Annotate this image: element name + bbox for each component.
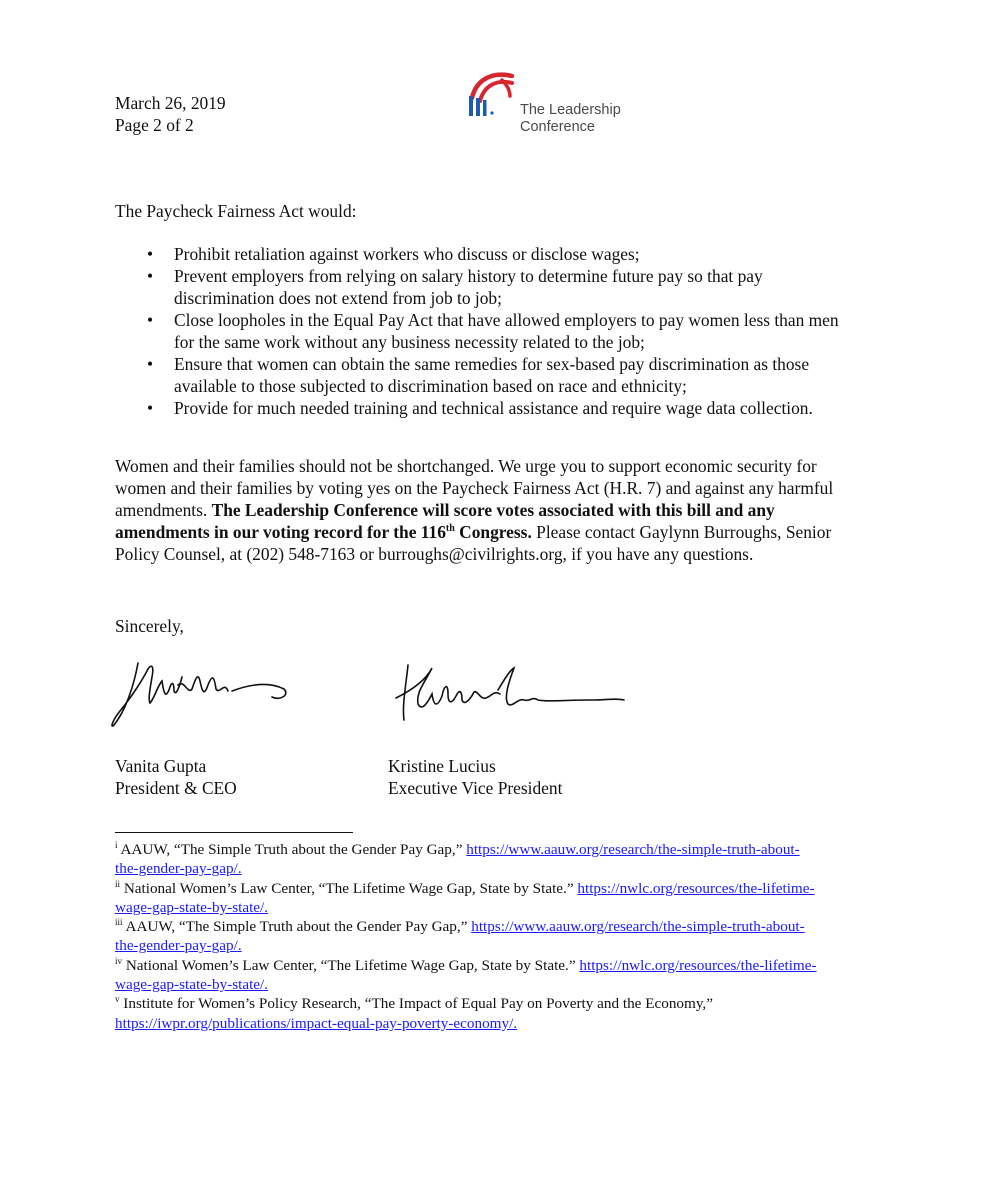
contact-line: Policy Counsel, at (202) 548-7163 or burroughs@civilrights.org, if you have any questions.	[115, 544, 754, 564]
signatory-name: Kristine Lucius	[388, 756, 496, 776]
bullet-icon: •	[147, 354, 154, 374]
footnotes	[115, 840, 915, 1033]
bullet-icon: •	[147, 310, 154, 330]
logo-line-1: The Leadership	[520, 102, 621, 118]
letter-date: March 26, 2019	[115, 93, 226, 113]
logo-arcs-icon	[462, 68, 522, 120]
footnote-5: $^v$ Institute for Women’s Policy Research, “The Impact of Equal Pay on Poverty and the Economy,” https://iwpr.org/publications/impact-equal-pay-poverty-economy/.	[115, 994, 713, 1032]
footnote-link[interactable]: https://www.aauw.org/research/the-simple-truth-about-	[471, 918, 805, 936]
footnote-link[interactable]: https://nwlc.org/resources/the-lifetime-	[579, 956, 817, 974]
footnote-link[interactable]: the-gender-pay-gap/.	[115, 860, 242, 878]
bullet-icon: •	[147, 398, 154, 418]
signature-kristine-lucius	[378, 660, 628, 735]
footnote-link[interactable]: https://nwlc.org/resources/the-lifetime-	[577, 879, 815, 897]
signatory-2	[388, 755, 562, 799]
signature-vanita-gupta	[108, 655, 298, 735]
logo-wordmark	[520, 102, 621, 136]
footnote-4: $^{iv}$ National Women’s Law Center, “The Lifetime Wage Gap, State by State.” https://nwlc.org/resources/the-lifetime- wage-gap-state-by-state/.	[115, 955, 817, 994]
leadership-conference-logo	[462, 68, 632, 138]
footnote-divider	[115, 832, 353, 833]
list-item: • Prohibit retaliation against workers who discuss or disclose wages;	[147, 244, 640, 264]
bullet-list	[115, 243, 895, 419]
footnote-link[interactable]: https://iwpr.org/publications/impact-equal-pay-poverty-economy/.	[115, 1014, 518, 1032]
footnote-link[interactable]: https://www.aauw.org/research/the-simple-truth-about-	[466, 841, 800, 858]
signatory-name: Vanita Gupta	[115, 756, 207, 776]
footnote-link[interactable]: wage-gap-state-by-state/.	[115, 976, 269, 994]
signatory-1	[115, 755, 237, 799]
footnote-link[interactable]: the-gender-pay-gap/.	[115, 937, 242, 955]
bullet-icon: •	[147, 266, 154, 286]
list-item: • Prevent employers from relying on salary history to determine future pay so that pay discrimination does not extend from job to job;	[147, 266, 763, 308]
footnote-2: $^{ii}$ National Women’s Law Center, “The Lifetime Wage Gap, State by State.” https://nwlc.org/resources/the-lifetime- wage-gap-state-by-state/.	[115, 878, 815, 916]
list-item: • Ensure that women can obtain the same remedies for sex-based pay discrimination as those available to those subjected to discrimination based on race and ethnicity;	[147, 354, 810, 396]
page-number: Page 2 of 2	[115, 115, 194, 135]
list-item: • Close loopholes in the Equal Pay Act that have allowed employers to pay women less than men for the same work without any business necessity related to the job;	[147, 310, 839, 352]
logo-line-2: Conference	[520, 119, 595, 135]
list-item: • Provide for much needed training and technical assistance and require wage data collection.	[147, 398, 813, 418]
letter-header	[115, 92, 226, 136]
footnote-3: $^{iii}$ AAUW, “The Simple Truth about the Gender Pay Gap,” https://www.aauw.org/research/the-simple-truth-about- the-gender-pay-gap/.	[115, 917, 805, 955]
bullet-icon: •	[147, 244, 154, 264]
signatory-title: President & CEO	[115, 778, 237, 798]
signatory-title: Executive Vice President	[388, 778, 563, 798]
footnote-link[interactable]: wage-gap-state-by-state/.	[115, 898, 269, 916]
footnote-1: $^i$ AAUW, “The Simple Truth about the Gender Pay Gap,” https://www.aauw.org/research/the-simple-truth-about- the-gender-pay-gap/.	[115, 839, 800, 878]
intro-line: The Paycheck Fairness Act would:	[115, 201, 357, 221]
sign-off: Sincerely,	[115, 616, 184, 636]
closing-paragraph: Women and their families should not be shortchanged. We urge you to support economic security for women and their families by voting yes on the Paycheck Fairness Act (H.R. 7) and against any harmful amendments. The Leadership Conference will score votes associated with this bill and any amendments in our voting record for the 116th Congress. Please contact Gaylynn Burroughs, Senior Policy Counsel, at (202) 548-7163 or burroughs@civilrights.org, if you have any questions.	[115, 455, 895, 565]
score-notice: The Leadership Conference will score votes associated with this bill and any	[211, 500, 775, 520]
